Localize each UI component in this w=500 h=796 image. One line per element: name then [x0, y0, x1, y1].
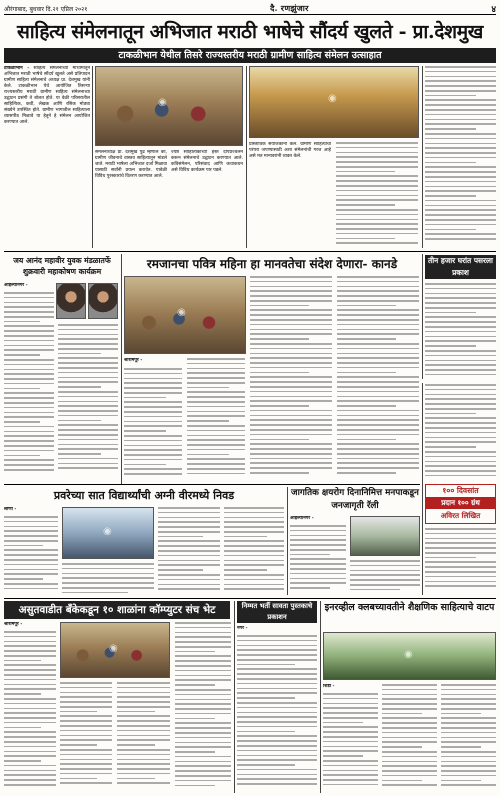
youth-dateline: अहिल्यानगर -	[4, 283, 28, 288]
innerwheel-dateline: शिर्डी -	[323, 684, 335, 689]
students-headline: प्रवरेच्या सात विद्यार्थ्यांची अग्नी वीरमध्ये निवड	[53, 489, 235, 502]
innerwheel-body-col2	[382, 684, 437, 791]
innerwheel-body-col1	[323, 693, 378, 791]
youth-portrait-1	[56, 283, 86, 319]
paper-name: दै. रणझुंजार	[270, 3, 309, 13]
students-photo	[62, 507, 154, 559]
lead-headline: साहित्य संमेलनातून अभिजात मराठी भाषेचे सौंदर्य खुलते - प्रा.देशमुख	[16, 21, 484, 43]
three-thousand-body	[425, 283, 496, 379]
computers-body-col4	[175, 622, 231, 791]
students-body-col3	[158, 507, 220, 595]
rally-dateline: अहिल्यानगर -	[290, 516, 314, 521]
lead-body-text-4: प्रास्ताविक संयोजकांनी केले. ग्रामीण साहित्याची परंपरा जपण्यासाठी अशा संमेलनांची गरज आहे असे मत मान्यवरांनी व्यक्त केले.	[249, 142, 331, 159]
camera-icon: ◉	[103, 526, 112, 537]
students-body-col4	[224, 507, 284, 595]
ramzan-body-col2	[187, 358, 245, 480]
column-divider	[422, 254, 423, 379]
rally-headline: जागतिक क्षयरोग दिनानिमित्त मनपाकडून जनजागृती रॅली	[291, 488, 419, 511]
column-divider	[287, 487, 288, 595]
books-body-text	[237, 635, 317, 791]
page-number: ४	[491, 5, 496, 15]
lead-body-text-1: साहित्य संमेलनाच्या माध्यमातून अभिजात मराठी भाषेचे सौंदर्य खुलते असे प्रतिपादन ग्रामीण साहित्य संमेलनाचे अध्यक्ष प्रा. देशमुख यांनी केले. टाकळीभान येथे आयोजित तिसऱ्या राज्यस्तरीय मराठी ग्रामीण साहित्य संमेलनाच्या उद्घाटन प्रसंगी ते बोलत होते. या वेळी परिसरातील साहित्यिक, कवी, लेखक आणि रसिक मोठ्या संख्येने उपस्थित होते. ग्रामीण भागातील साहित्याला व्यासपीठ मिळावे या हेतूने हे संमेलन आयोजित करण्यात आले.	[4, 66, 90, 125]
badge-line-3: अविरत लिखित	[440, 511, 481, 520]
lead-photo-gathering	[95, 66, 243, 146]
section-rule	[4, 484, 420, 485]
camera-icon: ◉	[404, 649, 413, 660]
ramzan-dateline: श्रीरामपूर -	[124, 358, 143, 363]
students-body-col1	[4, 516, 58, 594]
column-divider	[234, 601, 235, 793]
computers-headline: असुतवाडीत बँकेकडून १० शाळांना कॉम्प्युटर संच भेट	[4, 601, 230, 619]
three-thousand-headline: तीन हजार घरांत पसरला प्रकाश	[425, 255, 496, 279]
camera-icon: ◉	[328, 93, 337, 104]
lead-subhead-band: टाकळीभान येथील तिसरे राज्यस्तरीय मराठी ग्रामीण साहित्य संमेलन उत्साहात	[4, 48, 496, 63]
lead-body-col6	[425, 66, 496, 248]
ramzan-body-col1	[124, 368, 182, 480]
lead-dateline: टाकळीभान -	[4, 66, 30, 71]
masthead-strip	[4, 3, 496, 15]
badge-line-2: प्रदान १०० ग्रंथ	[426, 497, 495, 509]
badge-line-1: १०० दिवसांत	[442, 486, 479, 495]
rally-photo	[350, 516, 420, 556]
column-divider	[320, 601, 321, 793]
ramzan-headline: रमजानचा पवित्र महिना हा मानवतेचा संदेश देणारा- कानडे	[146, 257, 398, 271]
column-divider	[121, 254, 122, 484]
lead-body-col1	[4, 66, 90, 248]
hundred-days-badge	[425, 484, 496, 524]
youth-portrait-2	[88, 283, 118, 319]
issue-date: औरंगाबाद, बुधवार दि.२१ एप्रिल २०२१	[4, 5, 88, 13]
computers-body-col2	[60, 682, 112, 791]
badge-story-body	[425, 528, 496, 595]
lead-photo-stage	[249, 66, 419, 138]
innerwheel-photo	[323, 632, 496, 680]
lead-body-col5	[336, 142, 418, 248]
lead-body-text-3: ज्येष्ठ साहित्यिकांच्या हस्ते दीपप्रज्वलन करून संमेलनाचे उद्घाटन करण्यात आले. कविसंमेलन, परिसंवाद आणि कथाकथन असे विविध कार्यक्रम पार पडले.	[171, 150, 243, 173]
rally-body-col2	[350, 560, 420, 595]
column-divider	[422, 66, 423, 248]
students-body-col2	[62, 563, 154, 595]
computers-dateline: श्रीरामपूर -	[4, 622, 23, 627]
section-rule	[4, 251, 496, 252]
camera-icon: ◉	[158, 97, 167, 108]
youth-body-col1	[4, 292, 54, 480]
lead-body-col2	[95, 150, 167, 248]
lead-body-col4	[249, 142, 331, 248]
ramzan-body-col3	[250, 276, 332, 480]
section-rule	[4, 598, 496, 599]
innerwheel-headline: इनरव्हील क्लबच्यावतीने शैक्षणिक साहित्याचे वाटप	[324, 602, 495, 613]
computers-photo	[60, 622, 170, 678]
computers-body-col3	[117, 682, 170, 791]
students-dateline: लोणी -	[4, 507, 17, 512]
books-dateline: नगर -	[237, 626, 248, 631]
innerwheel-body-col3	[441, 684, 496, 791]
ramzan-photo	[124, 276, 246, 354]
column-divider	[246, 66, 247, 248]
camera-icon: ◉	[177, 307, 186, 318]
lead-body-col3	[171, 150, 243, 248]
column-divider	[92, 66, 93, 248]
camera-icon: ◉	[109, 643, 118, 654]
lead-body-text-2: संमेलनाध्यक्ष प्रा. देशमुख पुढे म्हणाले की, ग्रामीण जीवनाचे वास्तव साहित्यातून मांडले जाते. मराठी भाषेला अभिजात दर्जा मिळावा यासाठी सर्वांनी प्रयत्न करावेत. यावेळी विविध पुरस्कारांचे वितरण करण्यात आले.	[95, 150, 167, 179]
ramzan-body-col4	[337, 276, 419, 480]
youth-headline: जय आनंद महावीर युवक मंडळातर्फे शुक्रवारी महाकोषण कार्यक्रम	[13, 256, 111, 276]
column-divider	[422, 383, 423, 595]
right-column-body	[425, 384, 496, 480]
computers-body-col1	[4, 631, 56, 791]
rally-body-col1	[290, 525, 346, 595]
books-headline: निम्मत भर्ती सावता पुस्तकाचे प्रकाशन	[237, 601, 317, 623]
youth-body-col2	[58, 324, 118, 480]
